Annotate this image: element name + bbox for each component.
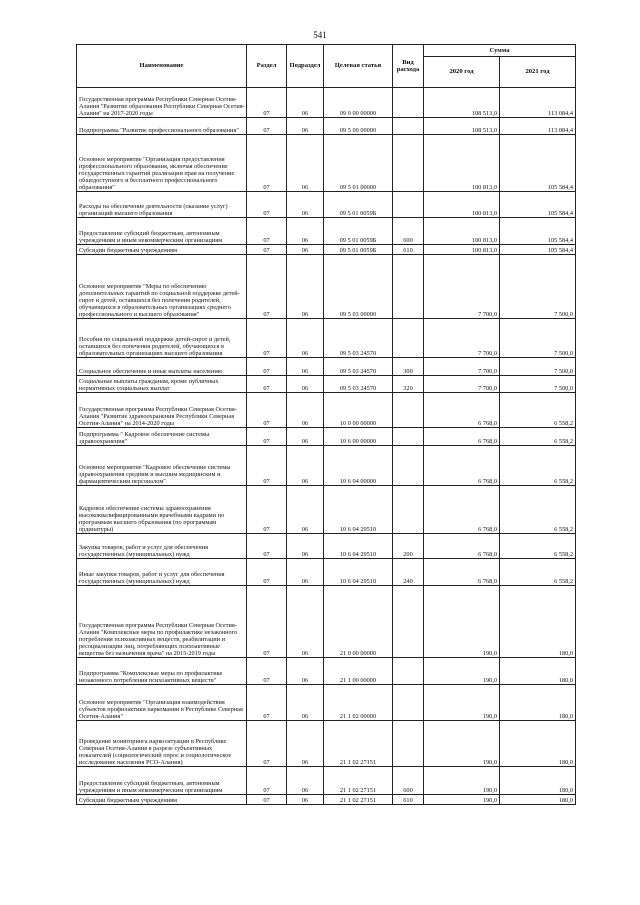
row-sum-2020: 7 700,0 <box>424 255 500 319</box>
row-expense-type <box>393 428 424 446</box>
row-section: 07 <box>247 767 287 795</box>
table-row <box>77 721 576 767</box>
row-target-article: 21 1 02 00000 <box>324 685 393 721</box>
row-target-article: 09 5 01 0059Б <box>324 192 393 218</box>
row-sum-2020: 7 700,0 <box>424 358 500 376</box>
row-target-article: 09 5 03 00000 <box>324 255 393 319</box>
row-name: Субсидии бюджетным учреждениям <box>77 795 247 805</box>
row-subsection: 06 <box>287 376 324 393</box>
row-expense-type <box>393 135 424 192</box>
row-sum-2020: 6 768,0 <box>424 428 500 446</box>
row-section: 07 <box>247 218 287 245</box>
row-subsection: 06 <box>287 428 324 446</box>
row-sum-2021: 7 500,0 <box>500 319 576 358</box>
row-expense-type <box>393 319 424 358</box>
row-name: Иные закупки товаров, работ и услуг для обеспечения государственных (муниципальных) нужд <box>77 559 247 586</box>
row-subsection: 06 <box>287 255 324 319</box>
row-sum-2021: 113 084,4 <box>500 118 576 135</box>
row-name: Пособия по социальной поддержке детей-сирот и детей, оставшихся без попечения родителей, обучающихся в образовательных организациях высшего образования <box>77 319 247 358</box>
row-section: 07 <box>247 255 287 319</box>
row-expense-type <box>393 393 424 428</box>
row-sum-2021: 6 558,2 <box>500 534 576 559</box>
row-sum-2020: 190,0 <box>424 658 500 685</box>
row-subsection: 06 <box>287 118 324 135</box>
row-sum-2021: 7 500,0 <box>500 255 576 319</box>
table-row <box>77 486 576 534</box>
row-sum-2021: 6 558,2 <box>500 559 576 586</box>
row-target-article: 10 0 00 00000 <box>324 393 393 428</box>
row-subsection: 06 <box>287 534 324 559</box>
row-sum-2021: 6 558,2 <box>500 446 576 486</box>
row-name: Подпрограмма " Кадровое обеспечение системы здравоохранения" <box>77 428 247 446</box>
table-row <box>77 586 576 658</box>
row-target-article: 09 5 01 0059Б <box>324 245 393 255</box>
row-expense-type <box>393 118 424 135</box>
row-subsection: 06 <box>287 795 324 805</box>
row-section: 07 <box>247 658 287 685</box>
row-name: Кадровое обеспечение системы здравоохранения высококвалифицированными врачебными кадрами по программам высшего образования (по программам ординатуры) <box>77 486 247 534</box>
row-sum-2020: 100 813,0 <box>424 245 500 255</box>
table-row <box>77 118 576 135</box>
row-subsection: 06 <box>287 446 324 486</box>
row-name: Закупка товаров, работ и услуг для обеспечения государственных (муниципальных) нужд <box>77 534 247 559</box>
row-expense-type <box>393 721 424 767</box>
row-target-article: 09 5 03 24570 <box>324 358 393 376</box>
row-name: Субсидии бюджетным учреждениям <box>77 245 247 255</box>
row-section: 07 <box>247 534 287 559</box>
row-target-article: 10 6 04 29510 <box>324 534 393 559</box>
row-expense-type: 610 <box>393 245 424 255</box>
header-subsection: Подраздел <box>287 45 324 88</box>
row-sum-2021: 105 584,4 <box>500 218 576 245</box>
row-subsection: 06 <box>287 767 324 795</box>
table-row <box>77 218 576 245</box>
row-sum-2020: 190,0 <box>424 685 500 721</box>
header-target-article: Целевая статья <box>324 45 393 88</box>
row-name: Государственная программа Республики Северная Осетия-Алания "Развитие образования Республики Северная Осетия-Алания" на 2017-2020 годы <box>77 88 247 118</box>
row-subsection: 06 <box>287 393 324 428</box>
row-target-article: 09 5 01 00000 <box>324 135 393 192</box>
row-sum-2021: 105 584,4 <box>500 192 576 218</box>
row-expense-type <box>393 255 424 319</box>
row-sum-2020: 6 768,0 <box>424 486 500 534</box>
row-subsection: 06 <box>287 319 324 358</box>
row-section: 07 <box>247 428 287 446</box>
row-sum-2021: 180,0 <box>500 721 576 767</box>
row-sum-2020: 6 768,0 <box>424 559 500 586</box>
row-expense-type: 300 <box>393 358 424 376</box>
row-section: 07 <box>247 118 287 135</box>
row-target-article: 09 5 01 0059Б <box>324 218 393 245</box>
row-sum-2021: 7 500,0 <box>500 358 576 376</box>
table-row <box>77 88 576 118</box>
row-subsection: 06 <box>287 721 324 767</box>
row-expense-type: 600 <box>393 767 424 795</box>
row-expense-type <box>393 192 424 218</box>
row-sum-2021: 180,0 <box>500 586 576 658</box>
row-sum-2021: 180,0 <box>500 767 576 795</box>
row-target-article: 21 1 02 27151 <box>324 795 393 805</box>
row-sum-2020: 100 813,0 <box>424 135 500 192</box>
row-sum-2020: 100 813,0 <box>424 218 500 245</box>
table-row <box>77 658 576 685</box>
table-row <box>77 685 576 721</box>
row-sum-2020: 7 700,0 <box>424 376 500 393</box>
row-section: 07 <box>247 319 287 358</box>
row-sum-2020: 7 700,0 <box>424 319 500 358</box>
row-name: Проведение мониторинга наркоситуации в Республике Северная Осетия-Алания в разрезе субъективных показателей (социологический опрос и социологическое исследование населения РСО-Алания) <box>77 721 247 767</box>
row-section: 07 <box>247 586 287 658</box>
row-name: Основное мероприятие "Организация взаимодействия субъектов профилактики наркомании в Республике Северная Осетия-Алания" <box>77 685 247 721</box>
table-row <box>77 767 576 795</box>
row-name: Социальное обеспечение и иные выплаты населению <box>77 358 247 376</box>
row-sum-2021: 180,0 <box>500 685 576 721</box>
row-name: Основное мероприятие "Меры по обеспечению дополнительных гарантий по социальной поддержке детей-сирот и детей, оставшихся без попечения родителей, обучающихся в образовательных организациях среднего профессионального и высшего образования" <box>77 255 247 319</box>
row-name: Предоставление субсидий бюджетным, автономным учреждениям и иным некоммерческим организациям <box>77 218 247 245</box>
row-sum-2021: 6 558,2 <box>500 393 576 428</box>
row-sum-2021: 180,0 <box>500 795 576 805</box>
header-year-2021: 2021 год <box>500 57 576 88</box>
row-name: Расходы на обеспечение деятельности (оказание услуг) организаций высшего образования <box>77 192 247 218</box>
row-target-article: 21 1 02 27151 <box>324 721 393 767</box>
row-section: 07 <box>247 393 287 428</box>
table-row <box>77 245 576 255</box>
row-sum-2020: 6 768,0 <box>424 534 500 559</box>
row-expense-type <box>393 486 424 534</box>
row-expense-type: 610 <box>393 795 424 805</box>
header-name: Наименование <box>77 45 247 88</box>
row-name: Подпрограмма "Комплексные меры по профилактике незаконного потребления психоактивных веществ" <box>77 658 247 685</box>
row-section: 07 <box>247 135 287 192</box>
row-subsection: 06 <box>287 586 324 658</box>
row-sum-2021: 105 584,4 <box>500 135 576 192</box>
row-section: 07 <box>247 245 287 255</box>
row-name: Основное мероприятие "Организация предоставления профессионального образования, включая обеспечение государственных гарантий реализации прав на получение общедоступного и бесплатного профессионального образования" <box>77 135 247 192</box>
row-sum-2020: 108 513,0 <box>424 118 500 135</box>
table-row <box>77 135 576 192</box>
table-row <box>77 319 576 358</box>
row-target-article: 10 6 04 29510 <box>324 486 393 534</box>
row-target-article: 10 6 00 00000 <box>324 428 393 446</box>
row-target-article: 21 1 00 00000 <box>324 658 393 685</box>
row-name: Государственная программа Республики Северная Осетия-Алания "Развитие здравоохранения Республики Северная Осетия-Алания" на 2014-2020 годы <box>77 393 247 428</box>
row-subsection: 06 <box>287 218 324 245</box>
row-target-article: 21 1 02 27151 <box>324 767 393 795</box>
table-row <box>77 376 576 393</box>
row-section: 07 <box>247 376 287 393</box>
row-section: 07 <box>247 358 287 376</box>
page-number: 541 <box>313 30 327 40</box>
header-year-2020: 2020 год <box>424 57 500 88</box>
row-subsection: 06 <box>287 245 324 255</box>
row-section: 07 <box>247 88 287 118</box>
row-subsection: 06 <box>287 685 324 721</box>
row-target-article: 09 0 00 00000 <box>324 88 393 118</box>
row-sum-2021: 180,0 <box>500 658 576 685</box>
row-sum-2020: 100 813,0 <box>424 192 500 218</box>
row-target-article: 09 5 00 00000 <box>324 118 393 135</box>
row-section: 07 <box>247 446 287 486</box>
table-row <box>77 393 576 428</box>
table-row <box>77 428 576 446</box>
row-sum-2021: 6 558,2 <box>500 486 576 534</box>
row-target-article: 21 0 00 00000 <box>324 586 393 658</box>
row-target-article: 10 6 04 29510 <box>324 559 393 586</box>
row-name: Социальные выплаты гражданам, кроме публичных нормативных социальных выплат <box>77 376 247 393</box>
row-expense-type <box>393 586 424 658</box>
header-sum: Сумма <box>424 45 576 57</box>
row-sum-2020: 190,0 <box>424 721 500 767</box>
row-expense-type: 320 <box>393 376 424 393</box>
row-subsection: 06 <box>287 559 324 586</box>
row-expense-type <box>393 658 424 685</box>
budget-table <box>76 44 576 805</box>
row-target-article: 09 5 03 24570 <box>324 319 393 358</box>
row-section: 07 <box>247 486 287 534</box>
row-target-article: 10 6 04 00000 <box>324 446 393 486</box>
row-name: Подпрограмма "Развитие профессионального образования" <box>77 118 247 135</box>
row-expense-type: 600 <box>393 218 424 245</box>
header-section: Раздел <box>247 45 287 88</box>
row-section: 07 <box>247 559 287 586</box>
row-target-article: 09 5 03 24570 <box>324 376 393 393</box>
row-subsection: 06 <box>287 658 324 685</box>
header-expense-type: Вид расхода <box>393 45 424 88</box>
row-subsection: 06 <box>287 192 324 218</box>
row-sum-2020: 6 768,0 <box>424 446 500 486</box>
table-row <box>77 559 576 586</box>
table-row <box>77 255 576 319</box>
row-sum-2020: 190,0 <box>424 795 500 805</box>
table-row <box>77 446 576 486</box>
row-sum-2021: 113 084,4 <box>500 88 576 118</box>
table-row <box>77 192 576 218</box>
table-row <box>77 534 576 559</box>
row-sum-2020: 190,0 <box>424 767 500 795</box>
table-row <box>77 795 576 805</box>
row-expense-type: 240 <box>393 559 424 586</box>
row-section: 07 <box>247 795 287 805</box>
row-sum-2021: 105 584,4 <box>500 245 576 255</box>
row-sum-2020: 108 513,0 <box>424 88 500 118</box>
row-name: Государственная программа Республики Северная Осетия-Алания "Комплексные меры по профилактике незаконного потребления психоактивных веществ, реабилитации и ресоциализации лиц, потребляющих психоактивные вещества без назначения врача" на 2015-2019 годы <box>77 586 247 658</box>
row-expense-type: 200 <box>393 534 424 559</box>
row-subsection: 06 <box>287 358 324 376</box>
row-expense-type <box>393 685 424 721</box>
table-row <box>77 358 576 376</box>
row-sum-2020: 6 768,0 <box>424 393 500 428</box>
row-sum-2021: 6 558,2 <box>500 428 576 446</box>
row-expense-type <box>393 446 424 486</box>
row-sum-2021: 7 500,0 <box>500 376 576 393</box>
row-sum-2020: 190,0 <box>424 586 500 658</box>
row-subsection: 06 <box>287 88 324 118</box>
row-name: Основное мероприятие "Кадровое обеспечение системы здравоохранения средним и высшим медицинским и фармацевтическим персоналом" <box>77 446 247 486</box>
row-subsection: 06 <box>287 486 324 534</box>
row-section: 07 <box>247 685 287 721</box>
row-section: 07 <box>247 192 287 218</box>
row-expense-type <box>393 88 424 118</box>
row-section: 07 <box>247 721 287 767</box>
row-name: Предоставление субсидий бюджетным, автономным учреждениям и иным некоммерческим организациям <box>77 767 247 795</box>
row-subsection: 06 <box>287 135 324 192</box>
